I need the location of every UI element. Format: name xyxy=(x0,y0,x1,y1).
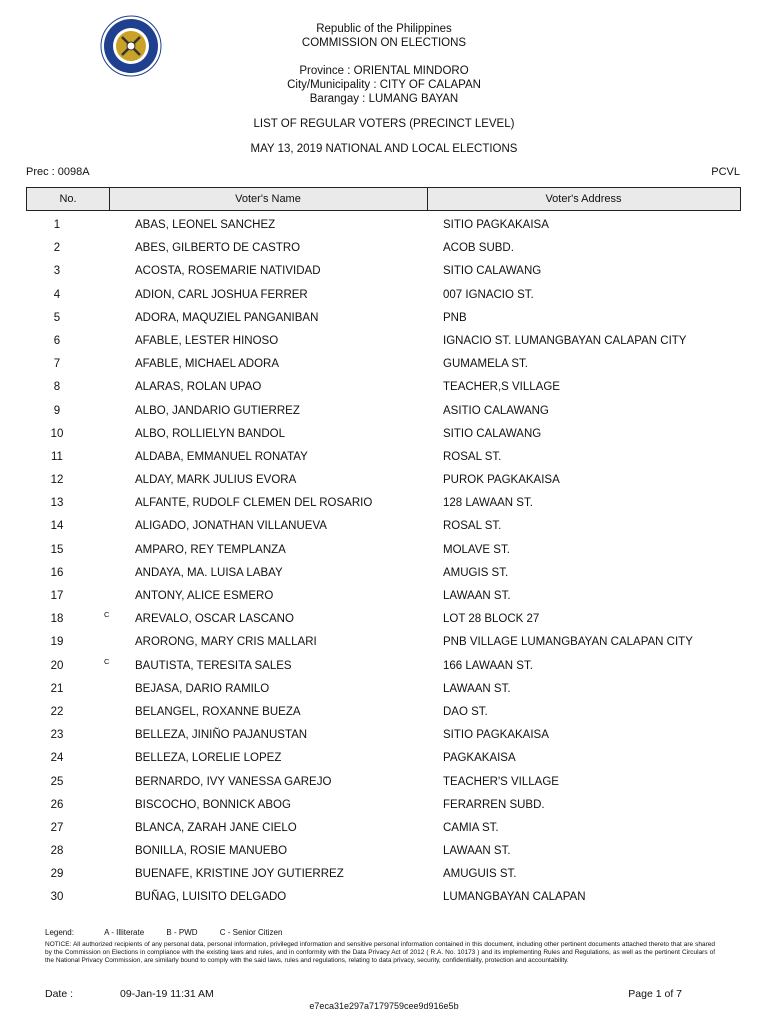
table-row xyxy=(26,747,741,770)
voter-name: ABES, GILBERTO DE CASTRO xyxy=(135,242,301,255)
document-hash: e7eca31e297a7179759cee9d916e5b xyxy=(309,1001,459,1011)
voter-address: SITIO CALAWANG xyxy=(443,427,542,440)
voter-address: PNB VILLAGE LUMANGBAYAN CALAPAN CITY xyxy=(443,636,693,649)
voter-name: ADION, CARL JOSHUA FERRER xyxy=(135,288,308,301)
voter-number: 22 xyxy=(50,705,64,718)
voter-name: BELLEZA, LORELIE LOPEZ xyxy=(135,752,282,765)
table-row xyxy=(26,863,741,886)
table-row xyxy=(26,886,741,909)
city-line: City/Municipality : CITY OF CALAPAN xyxy=(287,79,481,91)
precinct-label: Prec : 0098A xyxy=(26,166,90,178)
voter-name: ACOSTA, ROSEMARIE NATIVIDAD xyxy=(135,265,321,278)
election-title: MAY 13, 2019 NATIONAL AND LOCAL ELECTIONS xyxy=(250,143,518,155)
voter-name: ALFANTE, RUDOLF CLEMEN DEL ROSARIO xyxy=(135,497,373,510)
voter-address: CAMIA ST. xyxy=(443,821,499,834)
voter-name: AMPARO, REY TEMPLANZA xyxy=(135,543,286,556)
voter-name: BLANCA, ZARAH JANE CIELO xyxy=(135,821,297,834)
voter-number: 20 xyxy=(50,659,64,672)
province-line: Province : ORIENTAL MINDORO xyxy=(299,65,469,77)
voter-address: PUROK PAGKAKAISA xyxy=(443,474,560,487)
voter-name: ADORA, MAQUZIEL PANGANIBAN xyxy=(135,311,319,324)
commission-line: COMMISSION ON ELECTIONS xyxy=(301,37,467,49)
voter-number: 12 xyxy=(50,474,64,487)
table-row xyxy=(26,353,741,376)
voter-number: 5 xyxy=(53,311,61,324)
date-label: Date : xyxy=(45,988,74,1000)
voter-address: TEACHER'S VILLAGE xyxy=(443,775,559,788)
table-row xyxy=(26,724,741,747)
voter-number: 7 xyxy=(53,358,61,371)
legend-title: Legend: xyxy=(45,928,74,937)
voter-number: 2 xyxy=(53,242,61,255)
voter-address: ACOB SUBD. xyxy=(443,242,514,255)
date-value: 09-Jan-19 11:31 AM xyxy=(120,988,214,1000)
column-header-name: Voter's Name xyxy=(109,188,428,210)
table-row xyxy=(26,817,741,840)
voter-address: IGNACIO ST. LUMANGBAYAN CALAPAN CITY xyxy=(443,334,687,347)
voter-number: 4 xyxy=(53,288,61,301)
voter-number: 11 xyxy=(51,450,63,463)
voter-name: ANTONY, ALICE ESMERO xyxy=(135,590,274,602)
table-row xyxy=(26,330,741,353)
voter-name: ABAS, LEONEL SANCHEZ xyxy=(135,219,276,231)
legend-illiterate: A - Illiterate xyxy=(104,928,145,937)
voter-address: ROSAL ST. xyxy=(443,520,502,533)
table-header xyxy=(26,187,741,211)
voter-number: 14 xyxy=(50,520,64,533)
voter-number: 24 xyxy=(50,752,64,765)
voter-number: 1 xyxy=(53,219,61,231)
voter-address: SITIO CALAWANG xyxy=(443,265,542,278)
voter-name: ALDAY, MARK JULIUS EVORA xyxy=(135,474,297,487)
voter-address: AMUGUIS ST. xyxy=(443,868,517,881)
voter-list xyxy=(26,214,741,910)
voter-address: TEACHER,S VILLAGE xyxy=(443,381,560,394)
legend-code: C xyxy=(104,610,110,620)
voter-address: SITIO PAGKAKAISA xyxy=(443,219,549,231)
voter-name: BONILLA, ROSIE MANUEBO xyxy=(135,845,288,858)
page-indicator: Page 1 of 7 xyxy=(628,988,682,1000)
table-row xyxy=(26,655,741,678)
voter-address: LAWAAN ST. xyxy=(443,845,511,858)
table-row xyxy=(26,400,741,423)
voter-address: 007 IGNACIO ST. xyxy=(443,288,534,301)
voter-number: 13 xyxy=(50,497,64,510)
voter-name: ALARAS, ROLAN UPAO xyxy=(135,381,262,394)
voter-name: AREVALO, OSCAR LASCANO xyxy=(135,613,294,626)
legend-pwd: B - PWD xyxy=(166,928,198,937)
legend-senior: C - Senior Citizen xyxy=(219,928,283,937)
voter-address: ROSAL ST. xyxy=(443,450,502,463)
voter-name: BELLEZA, JINIÑO PAJANUSTAN xyxy=(135,729,308,742)
voter-address: LAWAAN ST. xyxy=(443,590,511,602)
table-row xyxy=(26,469,741,492)
table-row xyxy=(26,423,741,446)
voter-number: 9 xyxy=(53,404,61,417)
table-row xyxy=(26,585,741,608)
voter-number: 6 xyxy=(53,334,61,347)
table-row xyxy=(26,446,741,469)
voter-number: 27 xyxy=(50,821,64,834)
table-row xyxy=(26,492,741,515)
header-republic xyxy=(0,22,768,50)
table-row xyxy=(26,260,741,283)
voter-number: 25 xyxy=(50,775,64,788)
voter-number: 28 xyxy=(50,845,64,858)
voter-number: 30 xyxy=(50,891,64,904)
table-row xyxy=(26,678,741,701)
table-row xyxy=(26,376,741,399)
voter-address: MOLAVE ST. xyxy=(443,543,510,556)
header-location xyxy=(0,64,768,106)
republic-line: Republic of the Philippines xyxy=(316,23,452,35)
list-title: LIST OF REGULAR VOTERS (PRECINCT LEVEL) xyxy=(253,118,515,130)
table-row xyxy=(26,771,741,794)
voter-name: BERNARDO, IVY VANESSA GAREJO xyxy=(135,775,332,788)
pcvl-code: PCVL xyxy=(711,166,740,178)
voter-name: BUÑAG, LUISITO DELGADO xyxy=(135,891,287,904)
table-row xyxy=(26,794,741,817)
voter-number: 23 xyxy=(50,729,64,742)
table-row xyxy=(26,515,741,538)
table-row xyxy=(26,608,741,631)
privacy-notice: NOTICE: All authorized recipients of any personal data, personal information, privileged information and sensitive personal information contained in this document, including other pertinent documents attached thereto that are shared by the Commission on Elections in compliance with the existing laws and rules, and in conformity with the Data Privacy Act of 2012 ( R.A. No. 10173 ) and its implementing Rules and Regulations, as well as the pertinent Circulars of the National Privacy Commission, are similarly bound to comply with the said laws, rules and regulations, relating to data privacy, security, confidentiality, protection and accountability. xyxy=(45,941,715,964)
voter-number: 8 xyxy=(53,381,61,394)
voter-number: 17 xyxy=(50,590,64,602)
table-row xyxy=(26,237,741,260)
voter-name: AFABLE, LESTER HINOSO xyxy=(135,334,279,347)
voter-address: LUMANGBAYAN CALAPAN xyxy=(443,891,586,904)
voter-address: SITIO PAGKAKAISA xyxy=(443,729,549,742)
table-row xyxy=(26,631,741,654)
barangay-line: Barangay : LUMANG BAYAN xyxy=(309,93,459,105)
voter-address: PNB xyxy=(443,311,467,324)
voter-name: ALDABA, EMMANUEL RONATAY xyxy=(135,450,308,463)
voter-name: BISCOCHO, BONNICK ABOG xyxy=(135,798,291,811)
table-row xyxy=(26,562,741,585)
voter-name: AFABLE, MICHAEL ADORA xyxy=(135,358,280,371)
voter-name: ANDAYA, MA. LUISA LABAY xyxy=(135,566,283,579)
voter-number: 21 xyxy=(50,682,64,695)
voter-address: AMUGIS ST. xyxy=(443,566,509,579)
voter-name: BEJASA, DARIO RAMILO xyxy=(135,682,270,695)
voter-name: ALBO, ROLLIELYN BANDOL xyxy=(135,427,285,440)
voter-number: 29 xyxy=(50,868,64,881)
table-row xyxy=(26,840,741,863)
column-header-no: No. xyxy=(27,188,110,210)
voter-address: 166 LAWAAN ST. xyxy=(443,659,533,672)
voter-address: DAO ST. xyxy=(443,705,488,718)
table-row xyxy=(26,214,741,237)
voter-number: 18 xyxy=(50,613,64,626)
voter-number: 26 xyxy=(50,798,64,811)
voter-name: BUENAFE, KRISTINE JOY GUTIERREZ xyxy=(135,868,344,881)
voter-name: ALBO, JANDARIO GUTIERREZ xyxy=(135,404,300,417)
voter-address: LAWAAN ST. xyxy=(443,682,511,695)
voter-address: 128 LAWAAN ST. xyxy=(443,497,533,510)
voter-number: 10 xyxy=(50,427,64,440)
legend xyxy=(45,928,302,937)
voter-address: ASITIO CALAWANG xyxy=(443,404,549,417)
voter-number: 15 xyxy=(50,543,64,556)
table-row xyxy=(26,701,741,724)
voter-number: 3 xyxy=(53,265,61,278)
table-row xyxy=(26,539,741,562)
column-header-address: Voter's Address xyxy=(545,193,622,205)
voter-number: 16 xyxy=(50,566,64,579)
table-row xyxy=(26,284,741,307)
voter-name: BAUTISTA, TERESITA SALES xyxy=(135,659,292,672)
voter-name: BELANGEL, ROXANNE BUEZA xyxy=(135,705,301,718)
voter-address: FERARREN SUBD. xyxy=(443,798,545,811)
voter-address: PAGKAKAISA xyxy=(443,752,516,765)
voter-address: GUMAMELA ST. xyxy=(443,358,528,371)
voter-address: LOT 28 BLOCK 27 xyxy=(443,613,540,626)
voter-name: ALIGADO, JONATHAN VILLANUEVA xyxy=(135,520,327,533)
legend-code: C xyxy=(104,656,110,666)
table-row xyxy=(26,307,741,330)
voter-number: 19 xyxy=(50,636,64,649)
voter-name: ARORONG, MARY CRIS MALLARI xyxy=(135,636,317,649)
